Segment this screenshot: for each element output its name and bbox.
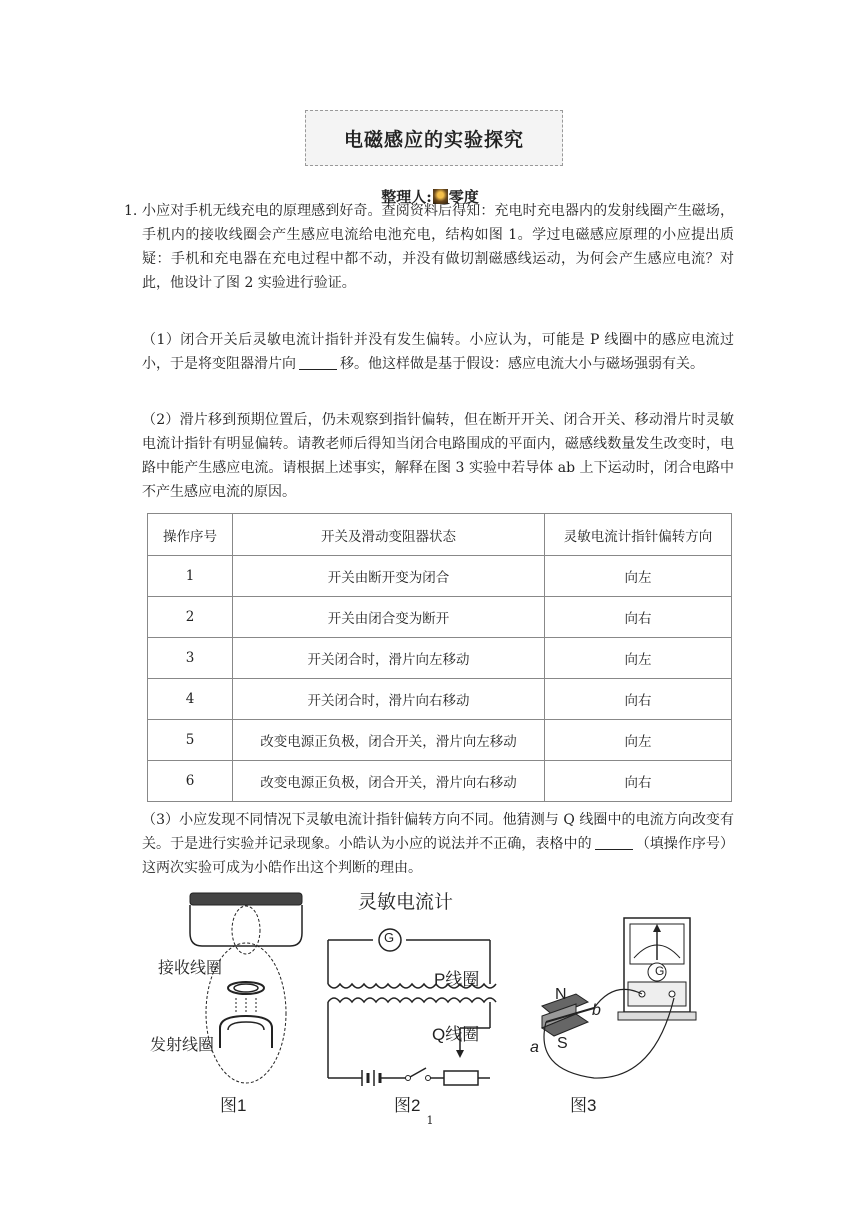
figure-2-circuit xyxy=(318,920,498,1086)
table-row xyxy=(148,556,732,597)
table-header-row xyxy=(148,514,732,556)
table-cell: 开关闭合时，滑片向左移动 xyxy=(233,638,545,679)
table-row xyxy=(148,761,732,802)
table-cell: 5 xyxy=(148,720,233,761)
table-cell: 4 xyxy=(148,679,233,720)
table-cell: 向左 xyxy=(545,720,732,761)
p-coil-label: P线圈 xyxy=(434,970,480,989)
table-cell: 1 xyxy=(148,556,233,597)
question-number: 1. xyxy=(124,203,138,219)
question-part3: （3）小应发现不同情况下灵敏电流计指针偏转方向不同。他猜测与 Q 线圈中的电流方向改变有关。于是进行实验并记录现象。小皓认为小应的说法并不正确，表格中的 （填操作序号）这两次实验可成为小皓作出这个判断的理由。 xyxy=(142,812,734,876)
question-part2: （2）滑片移到预期位置后，仍未观察到指针偏转，但在断开开关、闭合开关、移动滑片时灵敏电流计指针有明显偏转。请教老师后得知当闭合电路围成的平面内，磁感线数量发生改变时，电路中能产生感应电流。请根据上述事实，解释在图 3 实验中若导体 ab 上下运动时，闭合电路中不产生感应电流的原因。 xyxy=(142,412,734,500)
header-cell: 开关及滑动变阻器状态 xyxy=(233,514,545,556)
table-cell: 3 xyxy=(148,638,233,679)
figures-area xyxy=(0,880,860,1120)
page-title: 电磁感应的实验探究 xyxy=(305,110,563,166)
table-row xyxy=(148,638,732,679)
magnet-s-label: S xyxy=(557,1035,568,1052)
galvanometer-symbol: G xyxy=(384,930,395,945)
answer-blank-2[interactable] xyxy=(595,835,633,850)
header-cell: 灵敏电流计指针偏转方向 xyxy=(545,514,732,556)
operations-table xyxy=(147,513,732,802)
table-cell: 向左 xyxy=(545,556,732,597)
table-cell: 2 xyxy=(148,597,233,638)
magnet-n-label: N xyxy=(555,986,567,1003)
table-cell: 开关闭合时，滑片向右移动 xyxy=(233,679,545,720)
header-cell: 操作序号 xyxy=(148,514,233,556)
table-row xyxy=(148,720,732,761)
receive-coil-label: 接收线圈 xyxy=(158,960,223,977)
table-cell: 向右 xyxy=(545,679,732,720)
table-cell: 向左 xyxy=(545,638,732,679)
conductor-a-label: a xyxy=(530,1039,539,1056)
figure-2-label: 图2 xyxy=(394,1096,421,1115)
question-intro: 小应对手机无线充电的原理感到好奇。查阅资料后得知：充电时充电器内的发射线圈产生磁场，手机内的接收线圈会产生感应电流给电池充电，结构如图 1。学过电磁感应原理的小应提出质疑：手机和充电器在充电过程中都不动，并没有做切割磁感线运动，为何会产生感应电流？对此，他设计了图 2 实验进行验证。 xyxy=(142,203,734,291)
author-name: 零度 xyxy=(448,188,479,206)
emit-coil-label: 发射线圈 xyxy=(150,1037,215,1054)
figure-3-label: 图3 xyxy=(570,1096,597,1115)
table-cell: 开关由断开变为闭合 xyxy=(233,556,545,597)
answer-blank-1[interactable] xyxy=(299,355,337,370)
galvanometer-symbol-fig3: G xyxy=(655,964,665,978)
figure-1-diagram xyxy=(150,888,310,1088)
table-cell: 向右 xyxy=(545,597,732,638)
table-row xyxy=(148,679,732,720)
q-coil-label: Q线圈 xyxy=(432,1025,480,1044)
table-cell: 开关由闭合变为断开 xyxy=(233,597,545,638)
page-number: 1 xyxy=(426,1114,434,1127)
galvanometer-label: 灵敏电流计 xyxy=(358,892,454,913)
figure-1-label: 图1 xyxy=(220,1096,247,1115)
conductor-b-label: b xyxy=(592,1002,601,1019)
table-row xyxy=(148,597,732,638)
author-prefix: 整理人: xyxy=(381,188,432,206)
table-cell: 6 xyxy=(148,761,233,802)
question-part1: （1）闭合开关后灵敏电流计指针并没有发生偏转。小应认为，可能是 P 线圈中的感应电流过小，于是将变阻器滑片向 移。他这样做是基于假设：感应电流大小与磁场强弱有关。 xyxy=(142,332,734,372)
table-cell: 向右 xyxy=(545,761,732,802)
table-cell: 改变电源正负极，闭合开关，滑片向左移动 xyxy=(233,720,545,761)
table-cell: 改变电源正负极，闭合开关，滑片向右移动 xyxy=(233,761,545,802)
